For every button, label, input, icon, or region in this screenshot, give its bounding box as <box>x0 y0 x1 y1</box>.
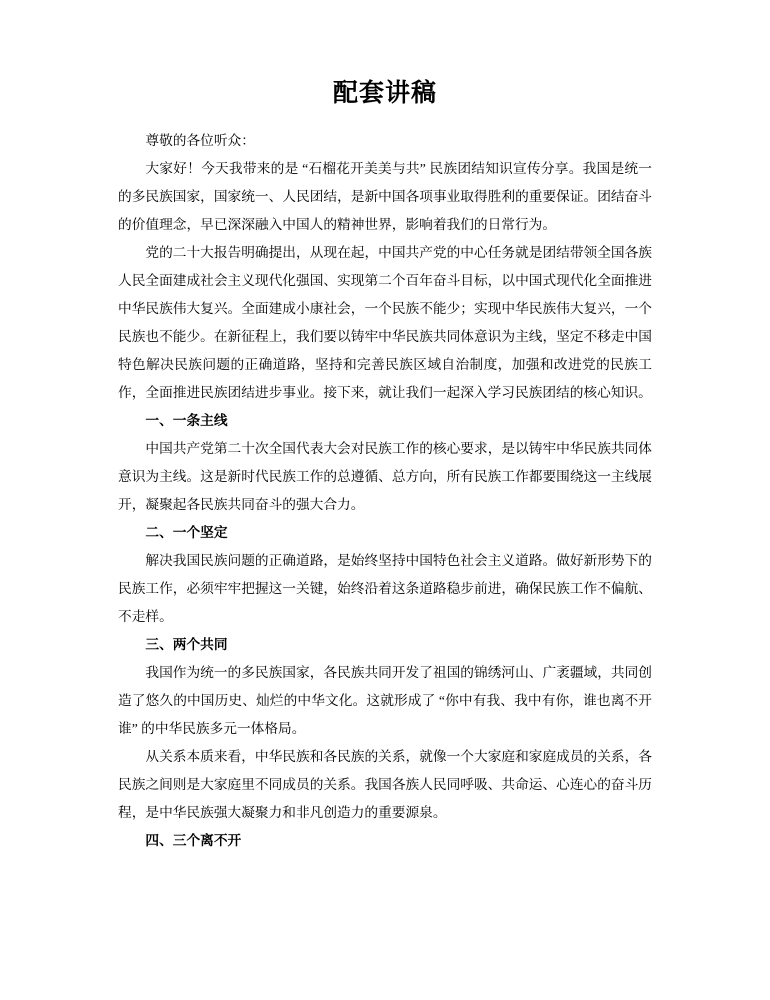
paragraph-section-3b: 从关系本质来看，中华民族和各民族的关系，就像一个大家庭和家庭成员的关系，各民族之间则是大家庭里不同成员的关系。我国各族人民同呼吸、共命运、心连心的奋斗历程，是中华民族强大凝聚力和非凡创造力的重要源泉。 <box>118 749 652 820</box>
paragraph-section-2: 解决我国民族问题的正确道路，是始终坚持中国特色社会主义道路。做好新形势下的民族工作，必须牢牢把握这一关键，始终沿着这条道路稳步前进，确保民族工作不偏航、不走样。 <box>118 553 652 624</box>
paragraph-congress: 党的二十大报告明确提出，从现在起，中国共产党的中心任务就是团结带领全国各族人民全面建成社会主义现代化强国、实现第二个百年奋斗目标，以中国式现代化全面推进中华民族伟大复兴。全面建成小康社会，一个民族不能少；实现中华民族伟大复兴，一个民族也不能少。在新征程上，我们要以铸牢中华民族共同体意识为主线，坚定不移走中国特色解决民族问题的正确道路，坚持和完善民族区域自治制度，加强和改进党的民族工作，全面推进民族团结进步事业。接下来，就让我们一起深入学习民族团结的核心知识。 <box>118 245 652 400</box>
document-body <box>118 127 652 855</box>
section-heading-1: 一、一条主线 <box>145 413 228 428</box>
paragraph-section-3a: 我国作为统一的多民族国家，各民族共同开发了祖国的锦绣河山、广袤疆域，共同创造了悠久的中国历史、灿烂的中华文化。这就形成了 “你中有我、我中有你，谁也离不开谁” 的中华民族多元一体格局。 <box>118 665 652 736</box>
paragraph-salutation: 尊敬的各位听众： <box>145 133 255 148</box>
paragraph-section-1: 中国共产党第二十次全国代表大会对民族工作的核心要求，是以铸牢中华民族共同体意识为主线。这是新时代民族工作的总遵循、总方向，所有民族工作都要围绕这一主线展开，凝聚起各民族共同奋斗的强大合力。 <box>118 441 652 512</box>
section-heading-3: 三、两个共同 <box>145 637 228 652</box>
paragraph-intro: 大家好！今天我带来的是 “石榴花开美美与共” 民族团结知识宣传分享。我国是统一的多民族国家，国家统一、人民团结，是新中国各项事业取得胜利的重要保证。团结奋斗的价值理念，早已深深融入中国人的精神世界，影响着我们的日常行为。 <box>118 161 652 232</box>
document-title: 配套讲稿 <box>332 80 437 107</box>
section-heading-2: 二、一个坚定 <box>145 525 228 540</box>
section-heading-4: 四、三个离不开 <box>145 833 242 848</box>
